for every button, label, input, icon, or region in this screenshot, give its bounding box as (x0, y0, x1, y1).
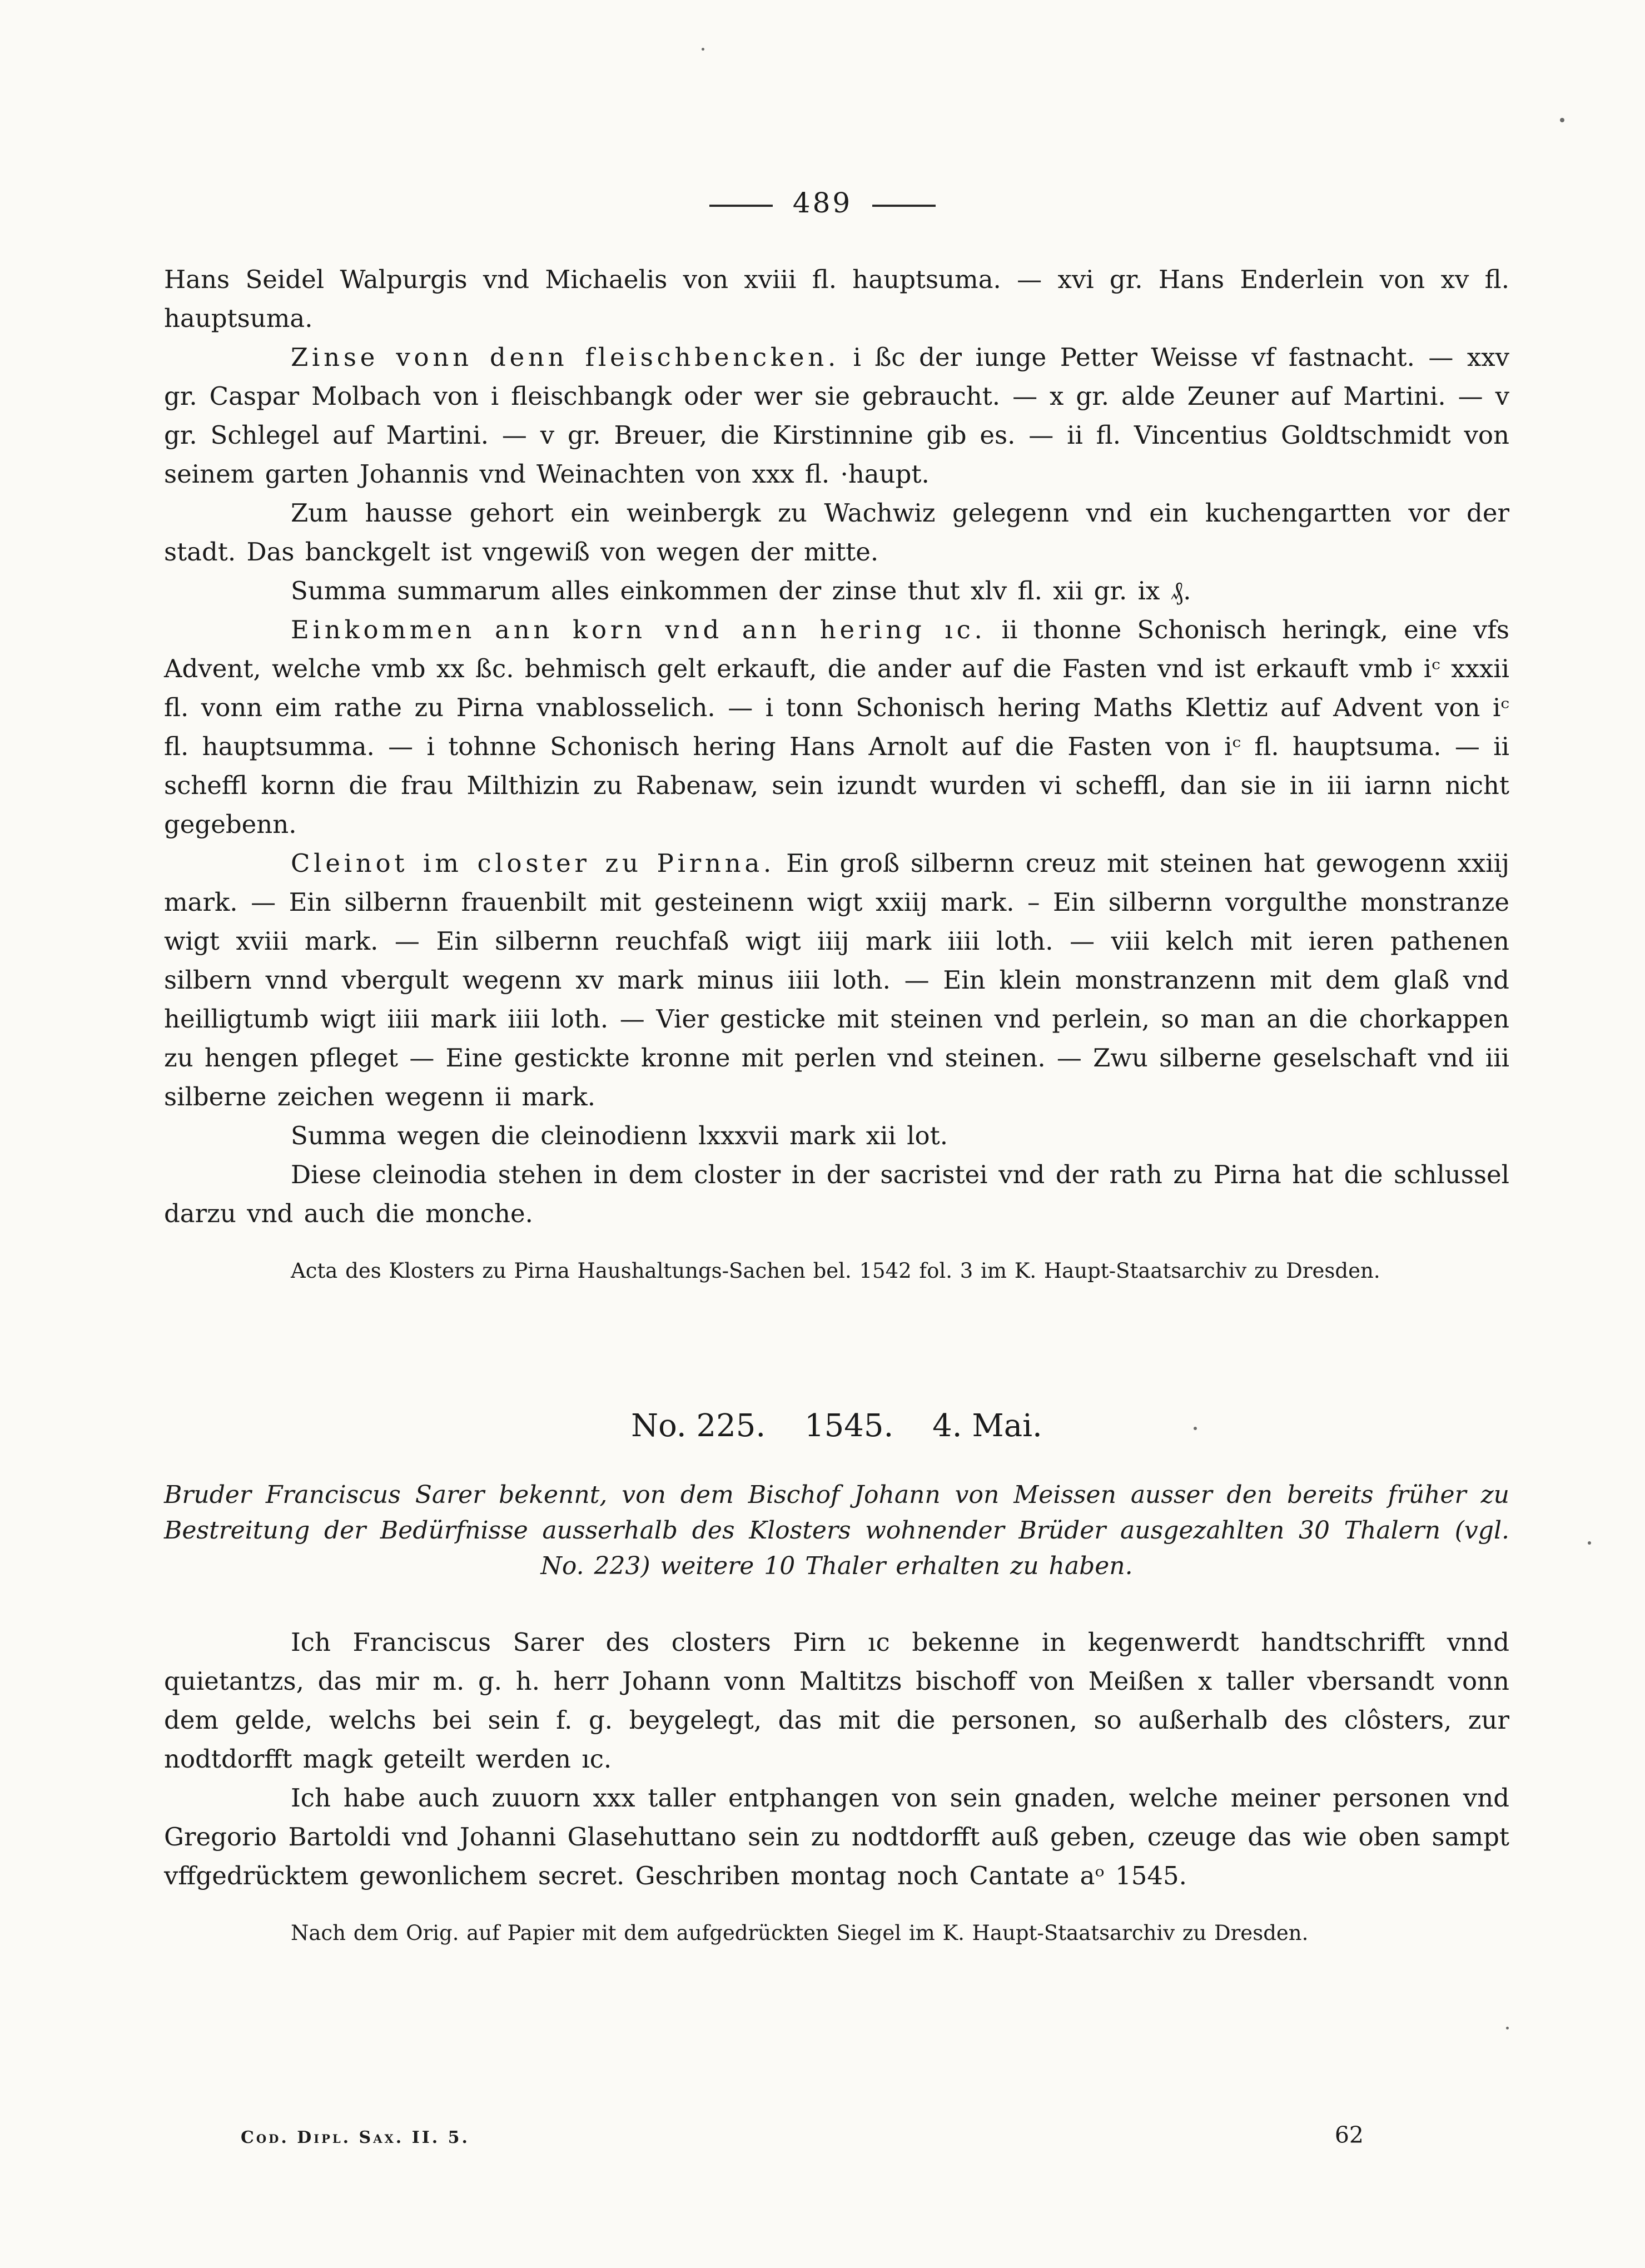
paragraph (164, 844, 1509, 1116)
footer-volume: Cod. Dipl. Sax. II. 5. (241, 2128, 470, 2147)
paragraph: Zum hausse gehort ein weinbergk zu Wachwiz gelegenn vnd ein kuchengartten vor der stadt. Das banckgelt ist vngewiß von wegen der mitte. (164, 498, 1509, 567)
paragraph: Diese cleinodia stehen in dem closter in der sacristei vnd der rath zu Pirna hat die schlussel darzu vnd auch die monche. (164, 1160, 1509, 1228)
heading-year: 1545. (804, 1408, 894, 1444)
heading-number: No. 225. (631, 1408, 766, 1444)
paragraph: Ich Franciscus Sarer des closters Pirn ıc bekenne in kegenwerdt handtschrifft vnnd quietantzs, das mir m. g. h. herr Johann vonn Maltitzs bischoff von Meißen x taller vbersandt vonn dem gelde, welchs bei sein f. g. beygelegt, das mit die personen, so außerhalb des clôsters, zur nodtdorfft magk geteilt werden ıc. (164, 1627, 1509, 1774)
paragraph-lead: Cleinot im closter zu Pirnna. (291, 848, 776, 878)
scan-speck (1506, 2027, 1509, 2029)
paragraph-text: ii thonne Schonisch heringk, eine vfs Advent, welche vmb xx ßc. behmisch gelt erkauft, die ander auf die Fasten vnd ist erkauft vmb iᶜ xxxii fl. vonn eim rathe zu Pirna vnablosselich. — i tonn Schonisch hering Maths Klettiz auf Advent von iᶜ fl. hauptsumma. — i tohnne Schonisch hering Hans Arnolt auf die Fasten von iᶜ fl. hauptsuma. — ii scheffl kornn die frau Milthizin zu Rabenaw, sein izundt wurden vi scheffl, dan sie in iii iarnn nicht gegebenn. (164, 615, 1509, 839)
paragraph-lead: Zinse vonn denn fleischbencken. (291, 343, 840, 372)
text-block (164, 260, 1509, 1947)
paragraph: Ich habe auch zuuorn xxx taller entphangen von sein gnaden, welche meiner personen vnd Gregorio Bartoldi vnd Johanni Glasehuttano sein zu nodtdorfft auß geben, czeuge das wie oben sampt vffgedrücktem gewonlichem secret. Geschriben montag noch Cantate aᵒ 1545. (164, 1783, 1509, 1890)
paragraph-lead: Einkommen ann korn vnd ann hering ıc. (291, 615, 986, 644)
document-225 (164, 1408, 1509, 1947)
scan-speck (1560, 118, 1564, 122)
footer-page-number: 62 (1334, 2122, 1364, 2148)
paragraph (164, 611, 1509, 844)
running-head (0, 0, 1645, 219)
scan-speck (1194, 1427, 1197, 1430)
page-footer (164, 2122, 1509, 2148)
doc-heading (164, 1408, 1509, 1444)
paragraph: Hans Seidel Walpurgis vnd Michaelis von xviii fl. hauptsuma. — xvi gr. Hans Enderlein von xv fl. hauptsuma. (164, 265, 1509, 333)
regest: Bruder Franciscus Sarer bekennt, von dem Bischof Johann von Meissen ausser den bereits früher zu Bestreitung der Bedürfnisse ausserhalb des Klosters wohnender Brüder ausgezahlten 30 Thalern (vgl. No. 223) weitere 10 Thaler erhalten zu haben. (164, 1481, 1509, 1580)
paragraph: Summa summarum alles einkommen der zinse thut xlv fl. xii gr. ix ₰. (291, 576, 1191, 606)
paragraph (164, 338, 1509, 494)
document-224 (164, 260, 1509, 1284)
source-note: Acta des Klosters zu Pirna Haushaltungs-Sachen bel. 1542 fol. 3 im K. Haupt-Staatsarchiv zu Dresden. (291, 1259, 1380, 1283)
header-rule-left (709, 205, 773, 207)
page-number: 489 (792, 187, 853, 219)
header-rule-right (872, 205, 936, 207)
paragraph-text: i ßc der iunge Petter Weisse vf fastnacht. — xxv gr. Caspar Molbach von i fleischbangk oder wer sie gebraucht. — x gr. alde Zeuner auf Martini. — v gr. Schlegel auf Martini. — v gr. Breuer, die Kirstinnine gib es. — ii fl. Vincentius Goldtschmidt von seinem garten Johannis vnd Weinachten von xxx fl. ·haupt. (164, 343, 1510, 489)
scan-speck (702, 48, 704, 51)
scan-speck (1588, 1541, 1591, 1545)
paragraph-text: Ein groß silbernn creuz mit steinen hat gewogenn xxiij mark. — Ein silbernn frauenbilt mit gesteinenn wigt xxiij mark. – Ein silbernn vorgulthe monstranze wigt xviii mark. — Ein silbernn reuchfaß wigt iiij mark iiii loth. — viii kelch mit ieren pathenen silbern vnnd vbergult wegenn xv mark minus iiii loth. — Ein klein monstranzenn mit dem glaß vnd heilligtumb wigt iiii mark iiii loth. — Vier gesticke mit steinen vnd perlein, so man an die chorkappen zu hengen pfleget — Eine gestickte kronne mit perlen vnd steinen. — Zwu silberne geselschaft vnd iii silberne zeichen wegenn ii mark. (164, 848, 1509, 1111)
paragraph: Summa wegen die cleinodienn lxxxvii mark xii lot. (291, 1121, 948, 1150)
heading-date: 4. Mai. (932, 1408, 1042, 1444)
source-note: Nach dem Orig. auf Papier mit dem aufgedrückten Siegel im K. Haupt-Staatsarchiv zu Dresden. (291, 1921, 1309, 1945)
